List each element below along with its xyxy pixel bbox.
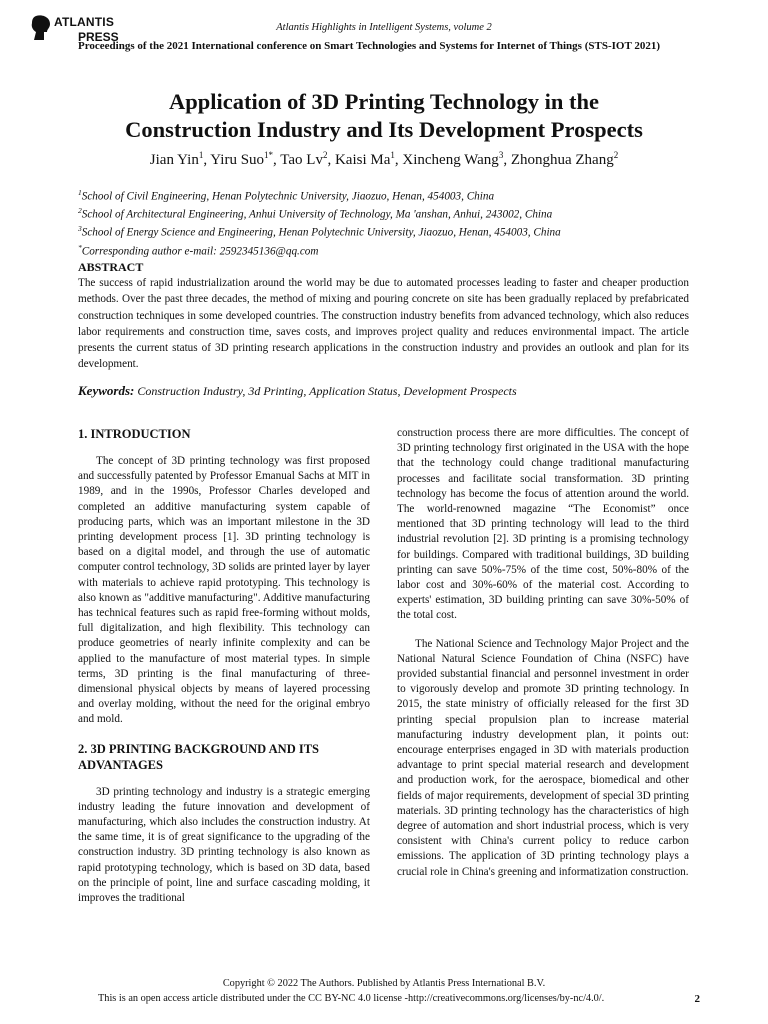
license-notice: This is an open access article distributed under the CC BY-NC 4.0 license -http://creativecommons.org/licenses/by-nc/4.0/. [98, 993, 605, 1004]
affiliation: $^1$School of Civil Engineering, Henan Polytechnic University, Jiaozuo, Henan, 454003, China [78, 188, 495, 203]
paragraph: construction process there are more difficulties. The concept of 3D printing technology first originated in the USA with the hope that the technology could change traditional manufacturing processes and facilitate social transformation. 3D printing technology has become the focus of attention around the world. The world-renowned magazine “The Economist” once mentioned that 3D printing technology will lead to the third industrial revolution [2]. 3D printing is a promising technology for buildings. Compared with traditional buildings, 3D building printing can save 50%-75% of the time cost, 50%-80% of the labor cost and 30%-60% of the material cost. According to experts' estimation, 3D building printing can save 30%-50% of the total cost. [397, 427, 689, 622]
author: Xincheng Wang$^3$, [402, 150, 511, 168]
corresponding-author: *Corresponding author e-mail: 2592345136@qq.com [78, 242, 319, 258]
left-column [78, 426, 370, 919]
paragraph: 3D printing technology and industry is a strategic emerging industry leading the future innovation and development of manufacturing, which also includes the construction industry. At the same time, it is of great significance to the upgrading of the construction industry. 3D printing technology is also known as rapid prototyping technology, which is based on 3D data, based on the principle of point, line and surface cascading molding, it improves the traditional [78, 785, 370, 905]
series-title: Atlantis Highlights in Intelligent Systems, volume 2 [276, 22, 492, 33]
affiliation: $^3$School of Energy Science and Engineering, Henan Polytechnic University, Jiaozuo, Henan, 454003, China [78, 224, 561, 240]
paper-title [40, 88, 728, 144]
keywords [78, 383, 517, 399]
title-line-1: Application of 3D Printing Technology in the [168, 89, 600, 114]
author: Yiru Suo$^{1*}$, [210, 150, 281, 168]
section-heading-background: 2. 3D PRINTING BACKGROUND AND ITS ADVANTAGES [78, 741, 319, 772]
right-column [397, 426, 689, 893]
title-line-2: Construction Industry and Its Development Prospects [125, 117, 643, 142]
page-number: 2 [694, 993, 700, 1005]
author: Kaisi Ma$^1$, [334, 150, 403, 168]
paragraph: The National Science and Technology Major Project and the National Natural Science Foundation of China (NSFC) have provided substantial financial and personnel investment in order to vigorously develop and promote 3D printing technology. In 2015, the state ministry of officially released for the first 3D printing special propulsion plan to increase material manufacturing industry development plan, it points out: encourage enterprises engaged in 3D with materials production advantage to print special material research and development and production work, for the aerospace, biomedical and other fields of major requirements, development of special 3D printing materials. 3D printing technology has the characteristics of high degree of automation and short industrial process, which is very consistent with China's current policy to reduce carbon emissions. The application of 3D printing technology plays a crucial role in China's greening and informatization construction. [397, 637, 689, 878]
logo-text-atlantis: ATLANTIS [54, 15, 115, 29]
proceedings-title: Proceedings of the 2021 International conference on Smart Technologies and Systems for Internet of Things (STS-IOT 2021) [78, 40, 660, 52]
keywords-value: Construction Industry, 3d Printing, Application Status, Development Prospects [137, 384, 517, 398]
affiliations [78, 186, 561, 259]
paragraph: The concept of 3D printing technology was first proposed and successfully patented by Professor Emanual Sachs at MIT in 1989, and in the 1990s, Professor Charles developed and completed an additive manufacturing system capable of producing parts, which was an important milestone in the 3D printing development process [1]. 3D printing technology is based on a digital model, and through the use of automatic computer control technology, 3D solids are printed layer by layer with materials to achieve rapid prototyping. This technology is also known as "additive manufacturing". Additive manufacturing has technical features such as rapid free-forming without molds, full digitalization, and high flexibility. This technology can produce geometries of nearly infinite complexity and can be applied to the manufacture of most material types. In simple terms, 3D printing is the final manufacturing of three-dimensional physical objects by means of layered processing and overlay molding, without the need for the original embryo and mold. [78, 455, 370, 726]
logo-text-press: PRESS [78, 30, 119, 44]
author: Zhonghua Zhang$^2$ [510, 150, 619, 168]
keywords-label: Keywords: [78, 383, 135, 398]
copyright-notice: Copyright © 2022 The Authors. Published by Atlantis Press International B.V. [222, 978, 546, 989]
author: Tao Lv$^2$, [280, 150, 335, 168]
author: Jian Yin$^1$, [149, 150, 211, 168]
affiliation: $^2$School of Architectural Engineering, Anhui University of Technology, Ma 'anshan, Anhui, 243002, China [78, 206, 553, 221]
author-list [0, 150, 768, 169]
abstract-text: The success of rapid industrialization around the world may be due to automated processes leading to faster and cheaper production methods. Over the past three decades, the method of mixing and pouring concrete on site has been gradually replaced by prefabricated construction techniques in some developed countries. The construction industry benefits from advanced technology, which also reduces labor requirements and construction time, saves costs, and improves project quality and reduces environmental impact. The article presents the current status of 3D printing research applications in the construction industry and provides an outlook and plan for its development. [78, 277, 689, 371]
abstract-heading: ABSTRACT [78, 260, 144, 274]
section-heading-introduction: 1. INTRODUCTION [78, 427, 191, 441]
